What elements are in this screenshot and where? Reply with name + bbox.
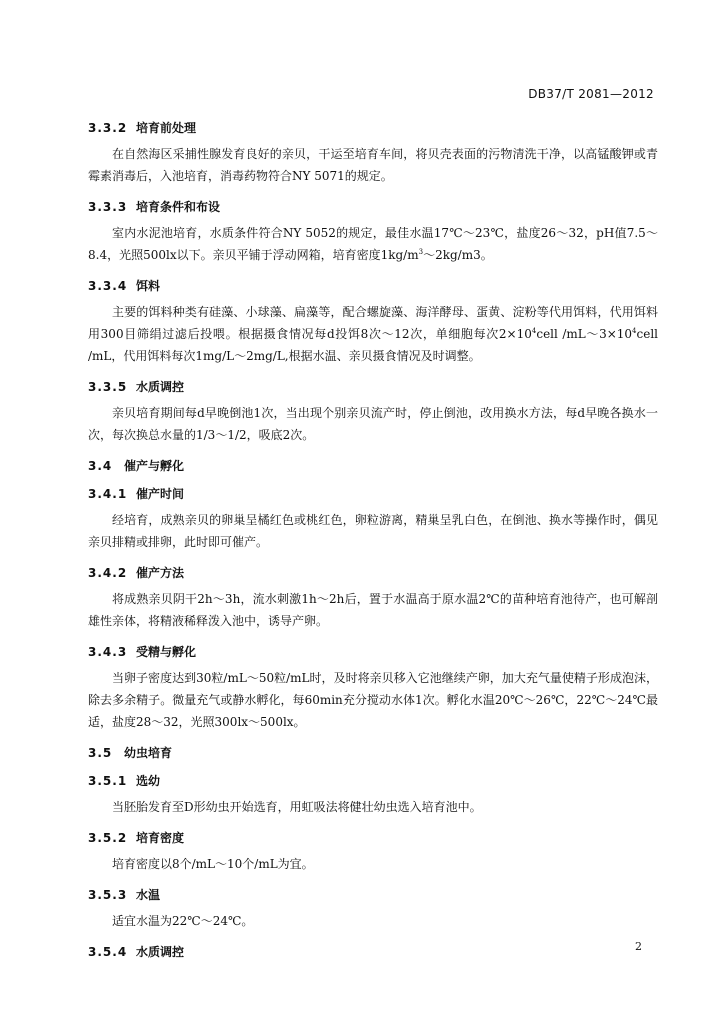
section-text-3-3-2: 在自然海区采捕性腺发育良好的亲贝，干运至培育车间，将贝壳表面的污物清洗干净，以高锰酸钾或青霉素消毒后，入池培育，消毒药物符合NY 5071的规定。: [88, 147, 658, 183]
section-text-3-5-1: 当胚胎发育至D形幼虫开始选育，用虹吸法将健壮幼虫选入培育池中。: [112, 800, 482, 814]
section-text-3-4-2: 将成熟亲贝阴干2h～3h，流水刺激1h～2h后，置于水温高于原水温2℃的苗种培育池待产，也可解剖雄性亲体，将精液稀释泼入池中，诱导产卵。: [88, 592, 658, 628]
document-code-header: DB37/T 2081—2012: [528, 87, 654, 101]
section-heading-3-4-1: 3.4.1 催产时间: [88, 487, 185, 501]
document-body: [88, 118, 658, 962]
section-heading-3-5-1: 3.5.1 选幼: [88, 774, 161, 788]
section-text-3-3-3: 室内水泥池培育，水质条件符合NY 5052的规定，最佳水温17℃～23℃，盐度26～32，pH值7.5～8.4，光照500lx以下。亲贝平铺于浮动网箱，培育密度$1kg/m^3\sim 2kg/m3$。: [88, 226, 658, 262]
section-heading-3-4-2: 3.4.2 催产方法: [88, 566, 185, 580]
page-number: 2: [635, 940, 642, 953]
section-heading-3-3-4: 3.3.4 饵料: [88, 279, 161, 293]
section-heading-3-4: 3.4 催产与孵化: [88, 459, 185, 473]
section-text-3-4-3: 当卵子密度达到30粒/mL～50粒/mL时，及时将亲贝移入它池继续产卵，加大充气量使精子形成泡沫，除去多余精子。微量充气或静水孵化，每60min充分搅动水体1次。孵化水温20℃～26℃，22℃～24℃最适，盐度28～32，光照300lx～500lx。: [88, 671, 658, 729]
section-text-3-5-2: 培育密度以8个/mL～10个/mL为宜。: [112, 857, 314, 871]
section-heading-3-4-3: 3.4.3 受精与孵化: [88, 645, 197, 659]
section-text-3-3-5: 亲贝培育期间每d早晚倒池1次，当出现个别亲贝流产时，停止倒池，改用换水方法，每d早晚各换水一次，每次换总水量的1/3～1/2，吸底2次。: [88, 406, 658, 442]
section-heading-3-5-2: 3.5.2 培育密度: [88, 831, 185, 845]
section-heading-3-5-3: 3.5.3 水温: [88, 888, 161, 902]
section-text-3-4-1: 经培育，成熟亲贝的卵巢呈橘红色或桃红色，卵粒游离，精巢呈乳白色，在倒池、换水等操作时，偶见亲贝排精或排卵，此时即可催产。: [88, 513, 658, 549]
section-heading-3-5: 3.5 幼虫培育: [88, 746, 173, 760]
section-text-3-5-3: 适宜水温为22℃～24℃。: [112, 914, 254, 928]
section-heading-3-3-5: 3.3.5 水质调控: [88, 380, 185, 394]
section-text-3-3-4: 主要的饵料种类有硅藻、小球藻、扁藻等，配合螺旋藻、海洋酵母、蛋黄、淀粉等代用饵料，代用饵料用300目筛绢过滤后投喂。根据摄食情况每d投饵8次～12次，单细胞每次$2\times 10^4cell$ $/mL\sim 3\times 10^4cell$ /mL，代用饵料每次1mg/L～2mg/L,根据水温、亲贝摄食情况及时调整。: [88, 305, 658, 363]
section-heading-3-5-4: 3.5.4 水质调控: [88, 945, 185, 959]
section-heading-3-3-3: 3.3.3 培育条件和布设: [88, 200, 221, 214]
section-heading-3-3-2: 3.3.2 培育前处理: [88, 121, 197, 135]
